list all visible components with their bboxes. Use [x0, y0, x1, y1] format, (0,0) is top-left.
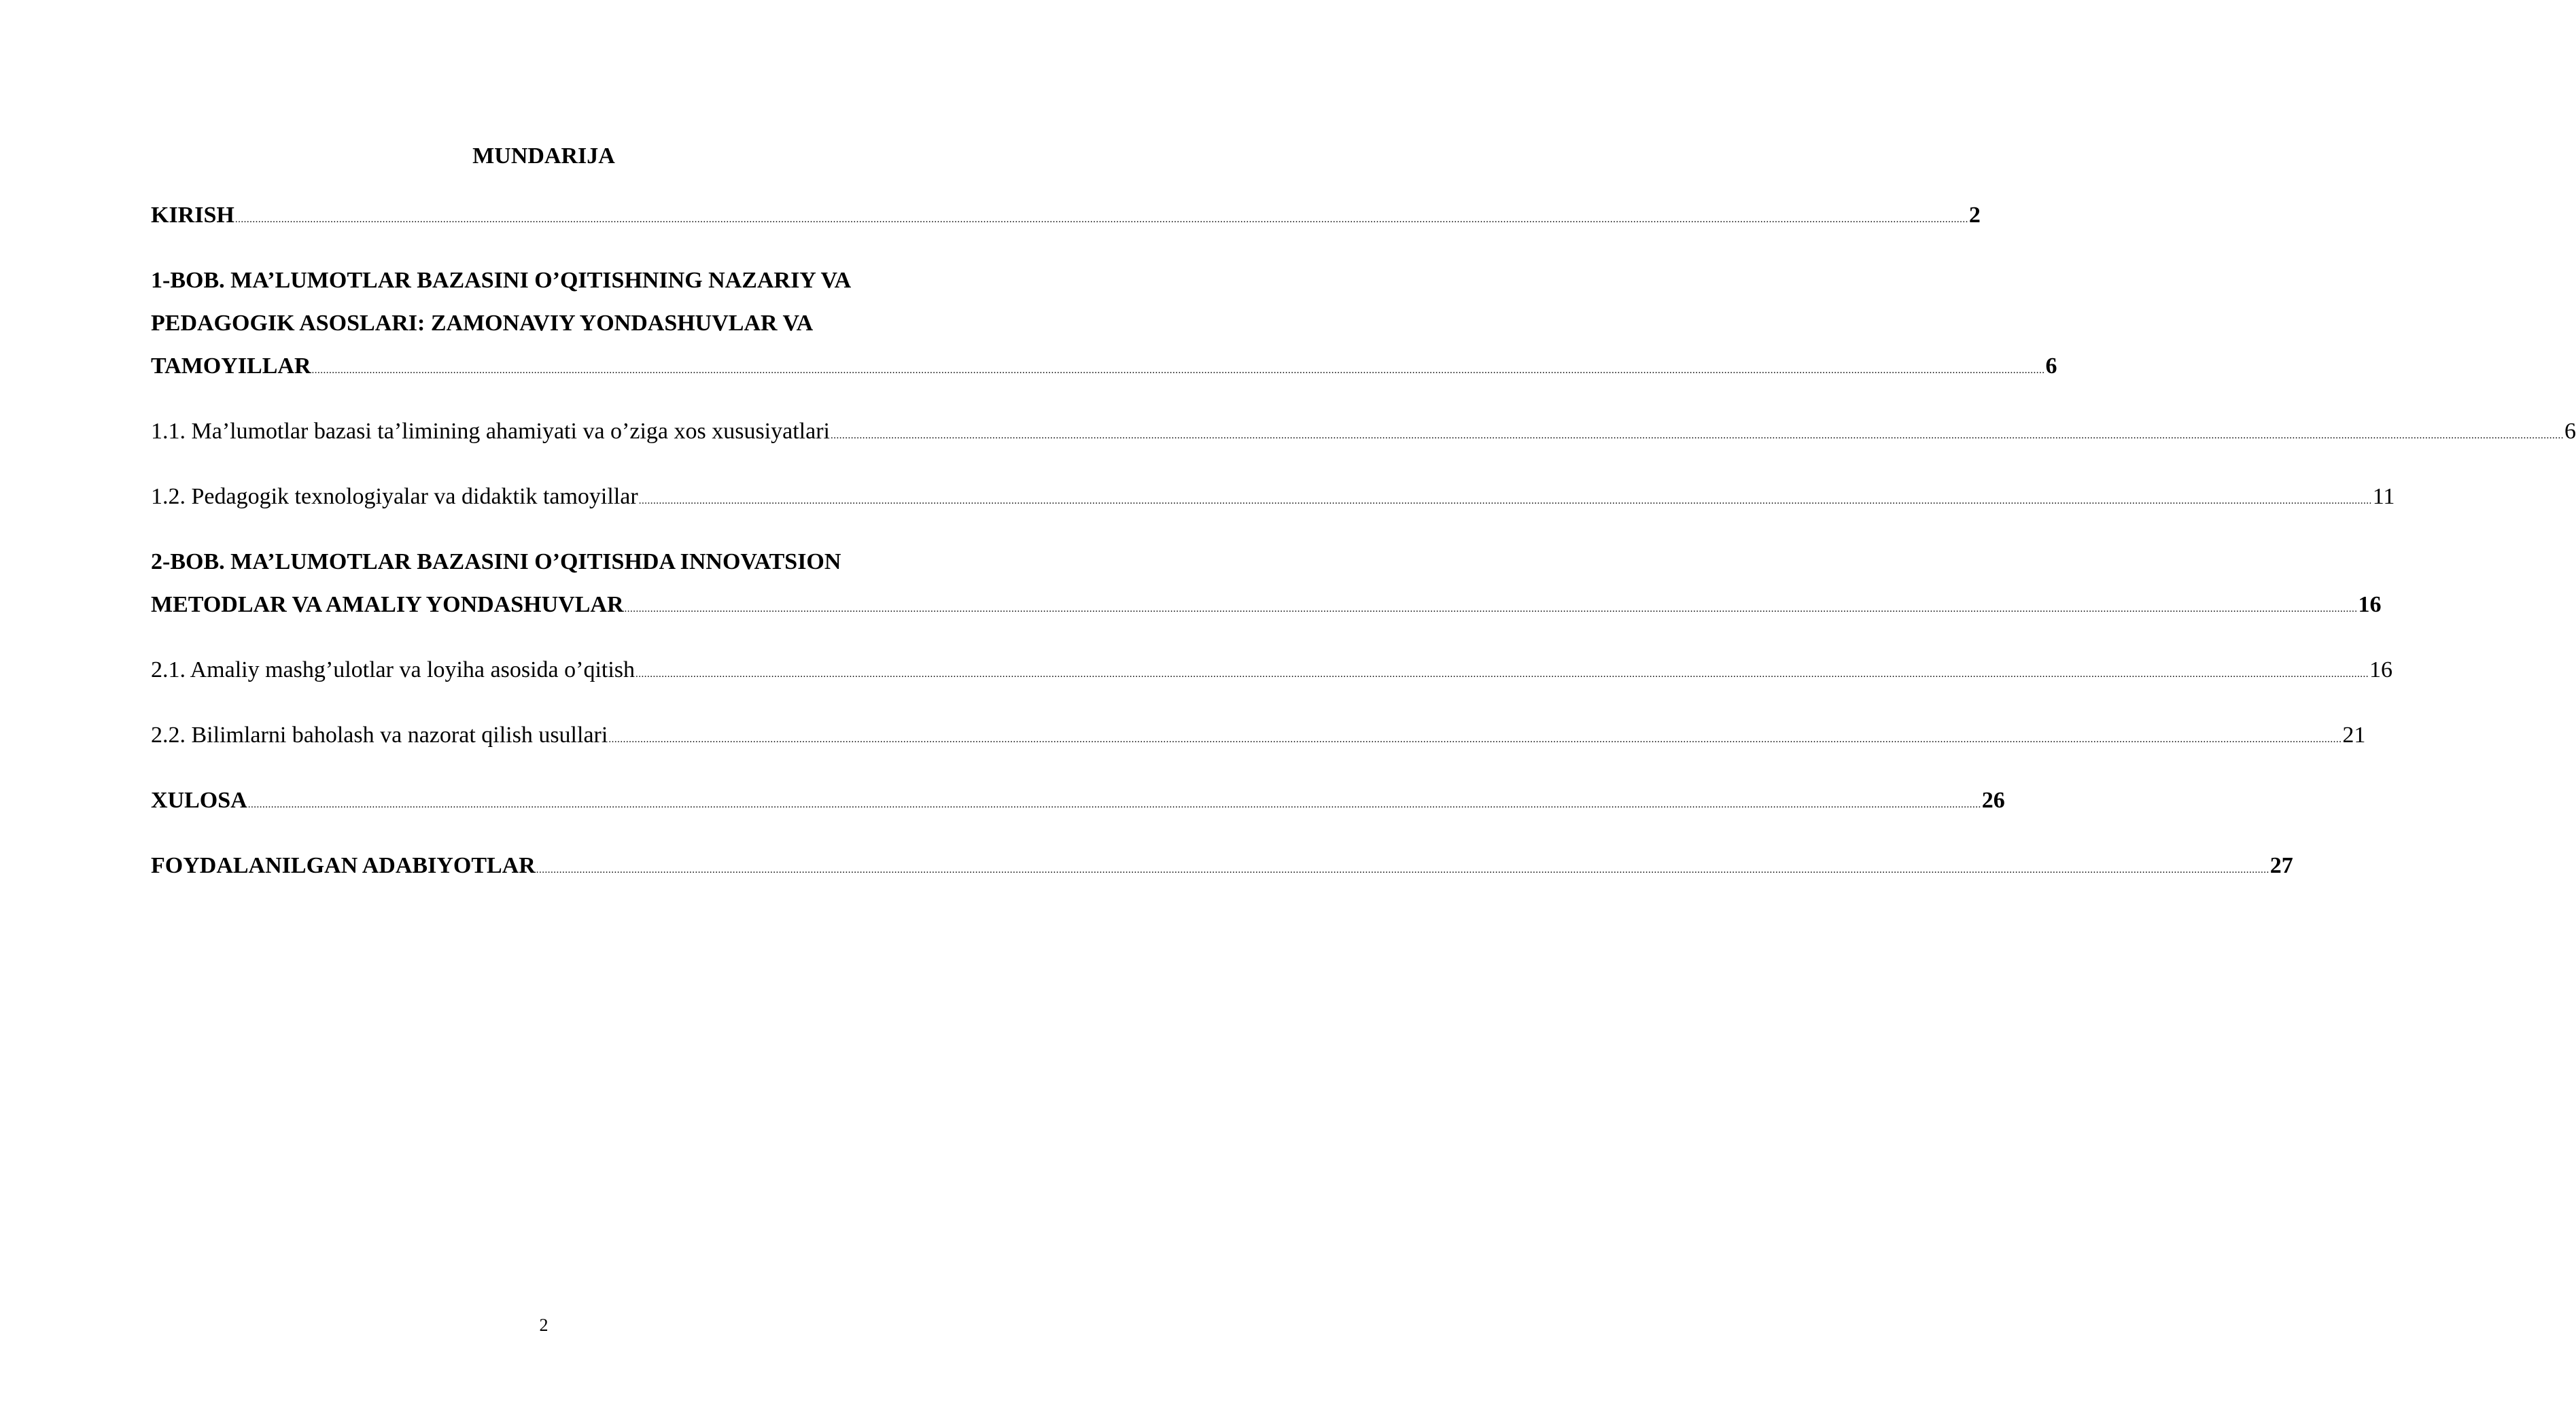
toc-entry[interactable]	[151, 259, 2057, 392]
toc-entry-title-line: TAMOYILLAR	[151, 353, 311, 379]
page-number-footer: 2	[539, 1315, 549, 1335]
toc-page-number: 11	[2372, 484, 2395, 509]
dot-leader: ........................................................................................................................................................................................................................................................................................................................................................................................................................................................................................................................................................................................................................	[624, 604, 2358, 614]
toc-entry-title-line: FOYDALANILGAN ADABIYOTLAR	[151, 853, 536, 878]
toc-entry-title-line: PEDAGOGIK ASOSLARI: ZAMONAVIY YONDASHUVLAR VA	[151, 311, 814, 336]
toc-entry-title-line: 1-BOB. MA’LUMOTLAR BAZASINI O’QITISHNING NAZARIY VA	[151, 268, 852, 293]
toc-entry-row	[151, 410, 2576, 457]
toc-entry-row	[151, 648, 2393, 696]
toc-entry[interactable]	[151, 410, 2576, 457]
toc-page-number: 21	[2342, 723, 2366, 748]
toc-heading: MUNDARIJA	[472, 143, 615, 169]
toc-entry-row	[151, 194, 1981, 241]
dot-leader: ........................................................................................................................................................................................................................................................................................................................................................................................................................................................................................................................................................................................................................	[638, 496, 2372, 506]
dot-leader: ........................................................................................................................................................................................................................................................................................................................................................................................................................................................................................................................................................................................................................	[234, 214, 1968, 225]
toc-entry-title-line: XULOSA	[151, 788, 247, 813]
toc-entry-title-line: METODLAR VA AMALIY YONDASHUVLAR	[151, 592, 624, 617]
toc-entry-title-line: 2-BOB. MA’LUMOTLAR BAZASINI O’QITISHDA INNOVATSION	[151, 549, 841, 574]
dot-leader: ........................................................................................................................................................................................................................................................................................................................................................................................................................................................................................................................................................................................................................	[608, 734, 2342, 745]
toc-entry-row	[151, 714, 2366, 761]
toc-entry[interactable]	[151, 194, 1981, 241]
toc-entry-row	[151, 583, 2382, 631]
toc-page-number: 6	[2045, 353, 2057, 379]
toc-entry[interactable]	[151, 714, 2366, 761]
toc-entry[interactable]	[151, 475, 2395, 523]
toc-entry-title-line: 2.2. Bilimlarni baholash va nazorat qilish usullari	[151, 723, 608, 748]
toc-entry-row	[151, 475, 2395, 523]
dot-leader: ........................................................................................................................................................................................................................................................................................................................................................................................................................................................................................................................................................................................................................	[636, 669, 2369, 680]
table-of-contents	[151, 194, 2576, 909]
toc-entry[interactable]	[151, 540, 2382, 631]
toc-entry-title-line: 1.2. Pedagogik texnologiyalar va didaktik tamoyillar	[151, 484, 638, 509]
dot-leader: ........................................................................................................................................................................................................................................................................................................................................................................................................................................................................................................................................................................................................................	[536, 865, 2269, 875]
toc-entry-title-line: 1.1. Ma’lumotlar bazasi ta’limining ahamiyati va o’ziga xos xususiyatlari	[151, 419, 830, 444]
toc-page-number: 6	[2564, 419, 2576, 444]
toc-page-number: 16	[2358, 592, 2382, 617]
toc-page-number: 27	[2269, 853, 2293, 878]
toc-entry-row	[151, 345, 2057, 392]
toc-entry[interactable]	[151, 648, 2393, 696]
toc-entry-title-line: 2.1. Amaliy mashg’ulotlar va loyiha asosida o’qitish	[151, 657, 636, 682]
toc-page-number: 16	[2369, 657, 2393, 682]
toc-page-number: 2	[1968, 203, 1981, 228]
toc-entry[interactable]	[151, 779, 2005, 827]
dot-leader: ........................................................................................................................................................................................................................................................................................................................................................................................................................................................................................................................................................................................................................	[830, 430, 2564, 441]
toc-page-number: 26	[1981, 788, 2005, 813]
toc-entry[interactable]	[151, 844, 2293, 892]
dot-leader: ........................................................................................................................................................................................................................................................................................................................................................................................................................................................................................................................................................................................................................	[311, 365, 2045, 376]
toc-entry-row	[151, 844, 2293, 892]
toc-entry-title-line: KIRISH	[151, 203, 234, 228]
toc-entry-row	[151, 779, 2005, 827]
dot-leader: ........................................................................................................................................................................................................................................................................................................................................................................................................................................................................................................................................................................................................................	[247, 799, 1981, 810]
